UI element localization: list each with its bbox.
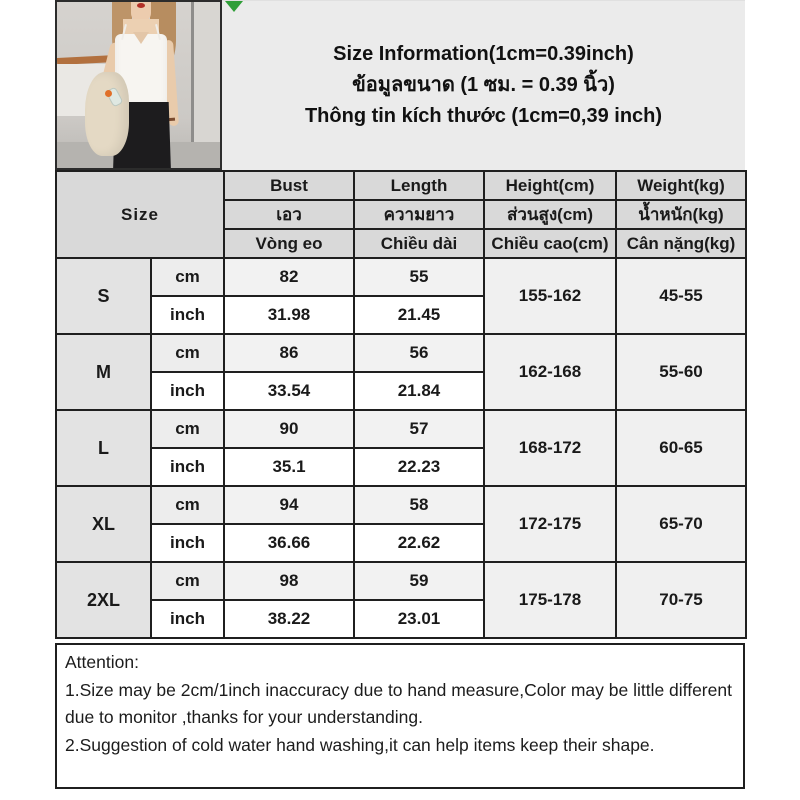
attention-note-1: 1.Size may be 2cm/1inch inaccuracy due to hand measure,Color may be little different due to monitor ,thanks for your understanding. bbox=[65, 679, 732, 727]
top-section bbox=[55, 0, 745, 170]
table-row bbox=[56, 486, 746, 524]
table-row bbox=[56, 334, 746, 372]
length-cm-value: 55 bbox=[354, 258, 484, 296]
length-cm-value: 57 bbox=[354, 410, 484, 448]
size-cell: S bbox=[56, 258, 151, 334]
size-cell: 2XL bbox=[56, 562, 151, 638]
product-photo bbox=[55, 0, 222, 170]
length-cm-value: 58 bbox=[354, 486, 484, 524]
bust-cm-value: 86 bbox=[224, 334, 354, 372]
unit-cell-cm: cm bbox=[151, 562, 224, 600]
model-lips bbox=[137, 3, 145, 8]
size-cell: L bbox=[56, 410, 151, 486]
weight-value: 70-75 bbox=[616, 562, 746, 638]
bust-inch-value: 33.54 bbox=[224, 372, 354, 410]
bust-inch-value: 36.66 bbox=[224, 524, 354, 562]
weight-value: 60-65 bbox=[616, 410, 746, 486]
col-header-length-th: ความยาว bbox=[354, 200, 484, 229]
col-header-height-th: ส่วนสูง(cm) bbox=[484, 200, 616, 229]
unit-cell-cm: cm bbox=[151, 486, 224, 524]
bust-inch-value: 38.22 bbox=[224, 600, 354, 638]
table-row bbox=[56, 410, 746, 448]
weight-value: 45-55 bbox=[616, 258, 746, 334]
col-header-weight-vi: Cân nặng(kg) bbox=[616, 229, 746, 258]
bust-cm-value: 90 bbox=[224, 410, 354, 448]
col-header-bust-vi: Vòng eo bbox=[224, 229, 354, 258]
bottle-cap bbox=[105, 90, 112, 97]
weight-value: 65-70 bbox=[616, 486, 746, 562]
title-english: Size Information(1cm=0.39inch) bbox=[333, 43, 634, 65]
table-row bbox=[56, 562, 746, 600]
length-cm-value: 59 bbox=[354, 562, 484, 600]
length-cm-value: 56 bbox=[354, 334, 484, 372]
height-value: 175-178 bbox=[484, 562, 616, 638]
unit-cell-cm: cm bbox=[151, 334, 224, 372]
unit-cell-inch: inch bbox=[151, 296, 224, 334]
weight-value: 55-60 bbox=[616, 334, 746, 410]
unit-cell-cm: cm bbox=[151, 410, 224, 448]
col-header-bust-en: Bust bbox=[224, 171, 354, 200]
size-header-cell: Size bbox=[56, 171, 224, 258]
mirror-panel bbox=[194, 2, 220, 150]
col-header-weight-en: Weight(kg) bbox=[616, 171, 746, 200]
unit-cell-inch: inch bbox=[151, 600, 224, 638]
unit-cell-cm: cm bbox=[151, 258, 224, 296]
title-vietnamese: Thông tin kích thước (1cm=0,39 inch) bbox=[304, 105, 663, 127]
length-inch-value: 23.01 bbox=[354, 600, 484, 638]
unit-cell-inch: inch bbox=[151, 524, 224, 562]
height-value: 162-168 bbox=[484, 334, 616, 410]
unit-cell-inch: inch bbox=[151, 372, 224, 410]
col-header-weight-th: น้ำหนัก(kg) bbox=[616, 200, 746, 229]
height-value: 172-175 bbox=[484, 486, 616, 562]
attention-title: Attention: bbox=[65, 652, 139, 672]
height-value: 155-162 bbox=[484, 258, 616, 334]
length-inch-value: 22.62 bbox=[354, 524, 484, 562]
size-table bbox=[55, 170, 747, 639]
mirror-edge bbox=[191, 2, 194, 150]
height-value: 168-172 bbox=[484, 410, 616, 486]
green-corner-triangle-icon bbox=[225, 1, 243, 12]
beige-cardigan bbox=[85, 72, 129, 156]
size-cell: M bbox=[56, 334, 151, 410]
col-header-length-vi: Chiều dài bbox=[354, 229, 484, 258]
bust-inch-value: 35.1 bbox=[224, 448, 354, 486]
attention-note-2: 2.Suggestion of cold water hand washing,it can help items keep their shape. bbox=[65, 734, 655, 755]
size-chart-page bbox=[55, 0, 745, 789]
size-cell: XL bbox=[56, 486, 151, 562]
length-inch-value: 21.84 bbox=[354, 372, 484, 410]
length-inch-value: 21.45 bbox=[354, 296, 484, 334]
title-panel bbox=[222, 0, 745, 170]
col-header-height-vi: Chiều cao(cm) bbox=[484, 229, 616, 258]
title-thai: ข้อมูลขนาด (1 ซม. = 0.39 นิ้ว) bbox=[352, 74, 615, 96]
unit-cell-inch: inch bbox=[151, 448, 224, 486]
col-header-height-en: Height(cm) bbox=[484, 171, 616, 200]
bust-inch-value: 31.98 bbox=[224, 296, 354, 334]
col-header-length-en: Length bbox=[354, 171, 484, 200]
bust-cm-value: 94 bbox=[224, 486, 354, 524]
col-header-bust-th: เอว bbox=[224, 200, 354, 229]
length-inch-value: 22.23 bbox=[354, 448, 484, 486]
table-row bbox=[56, 258, 746, 296]
attention-box bbox=[55, 643, 745, 789]
bust-cm-value: 82 bbox=[224, 258, 354, 296]
bust-cm-value: 98 bbox=[224, 562, 354, 600]
